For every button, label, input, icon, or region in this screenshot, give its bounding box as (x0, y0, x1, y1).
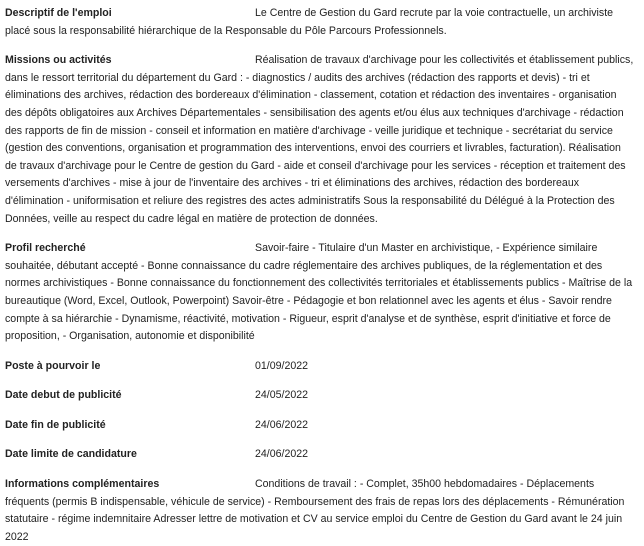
field-value: 24/06/2022 (255, 418, 309, 431)
field-value: Conditions de travail : - Complet, 35h00 hebdomadaires - Déplacements fréquents (permis B indispensable, véhicule de service) - Remboursement des frais de repas lors des déplacements - Rémunération statutaire - régime indemnitaire Adresser lettre de motivation et CV au service emploi du Centre de Gestion du Gard avant le 24 juin 2022 (5, 478, 625, 543)
field-value: 24/06/2022 (255, 448, 309, 461)
field-label: Descriptif de l'emploi (5, 7, 112, 19)
field-value: 01/09/2022 (255, 359, 309, 372)
field-value: Savoir-faire - Titulaire d'un Master en archivistique, - Expérience similaire souhaitée, débutant accepté - Bonne connaissance du cadre réglementaire des archives publiques, de la réglementation et des normes archivistiques - Bonne connaissance du fonctionnement des collectivités territoriales et établissements publics - Maîtrise de la bureautique (Word, Excel, Outlook, Powerpoint) Savoir-être - Pédagogie et bon relationnel avec les agents et élus - Savoir rendre compte à sa hiérarchie - Dynamisme, réactivité, motivation - Rigueur, esprit d'analyse et de synthèse, esprit d'initiative et force de proposition, - Organisation, autonomie et disponibilité (5, 242, 633, 343)
field-start-date (5, 358, 634, 376)
field-job-description (5, 5, 634, 40)
field-additional-info (5, 476, 634, 546)
field-value: Le Centre de Gestion du Gard recrute par la voie contractuelle, un archiviste placé sous la responsabilité hiérarchique de la Responsable du Pôle Parcours Professionnels. (5, 7, 614, 37)
field-publication-start (5, 387, 634, 405)
field-label: Poste à pourvoir le (5, 359, 101, 372)
field-label: Date debut de publicité (5, 389, 122, 402)
field-value: Réalisation de travaux d'archivage pour les collectivités et établissement publics, dans le ressort territorial du département du Gard : - diagnostics / audits des archives (rédaction des rapports et devis) - tri et éliminations des archives, rédaction des bordereaux d'élimination - classement, cotation et rédaction des inventaires - organisation des dépôts obligatoires aux Archives Départementales - sensibilisation des agents et/ou élus aux techniques d'archivage - rédaction des rapports de fin de mission - conseil et information en matière d'archivage - veille juridique et technique - secrétariat du service (gestion des conventions, organisation et programmation des interventions, envoi des courriers et livrables, facturation). Réalisation de travaux d'archivage pour le Centre de gestion du Gard - aide et conseil d'archivage pour les services - réception et traitement des versements d'archives - mise à jour de l'inventaire des archives - tri et éliminations des archives, rédaction des bordereaux d'élimination - uniformisation et reliure des registres des actes administratifs Sous la responsabilité du Délégué à la Protection des Données, veille au respect du cadre légal en matière de protection de données. (5, 54, 634, 225)
field-label: Date limite de candidature (5, 448, 137, 461)
field-label: Date fin de publicité (5, 418, 106, 431)
field-missions (5, 52, 634, 228)
field-label: Informations complémentaires (5, 478, 160, 491)
field-profile (5, 240, 634, 346)
field-label: Missions ou activités (5, 54, 112, 67)
field-publication-end (5, 417, 634, 435)
field-application-deadline (5, 446, 634, 464)
field-label: Profil recherché (5, 242, 86, 255)
field-value: 24/05/2022 (255, 389, 309, 402)
